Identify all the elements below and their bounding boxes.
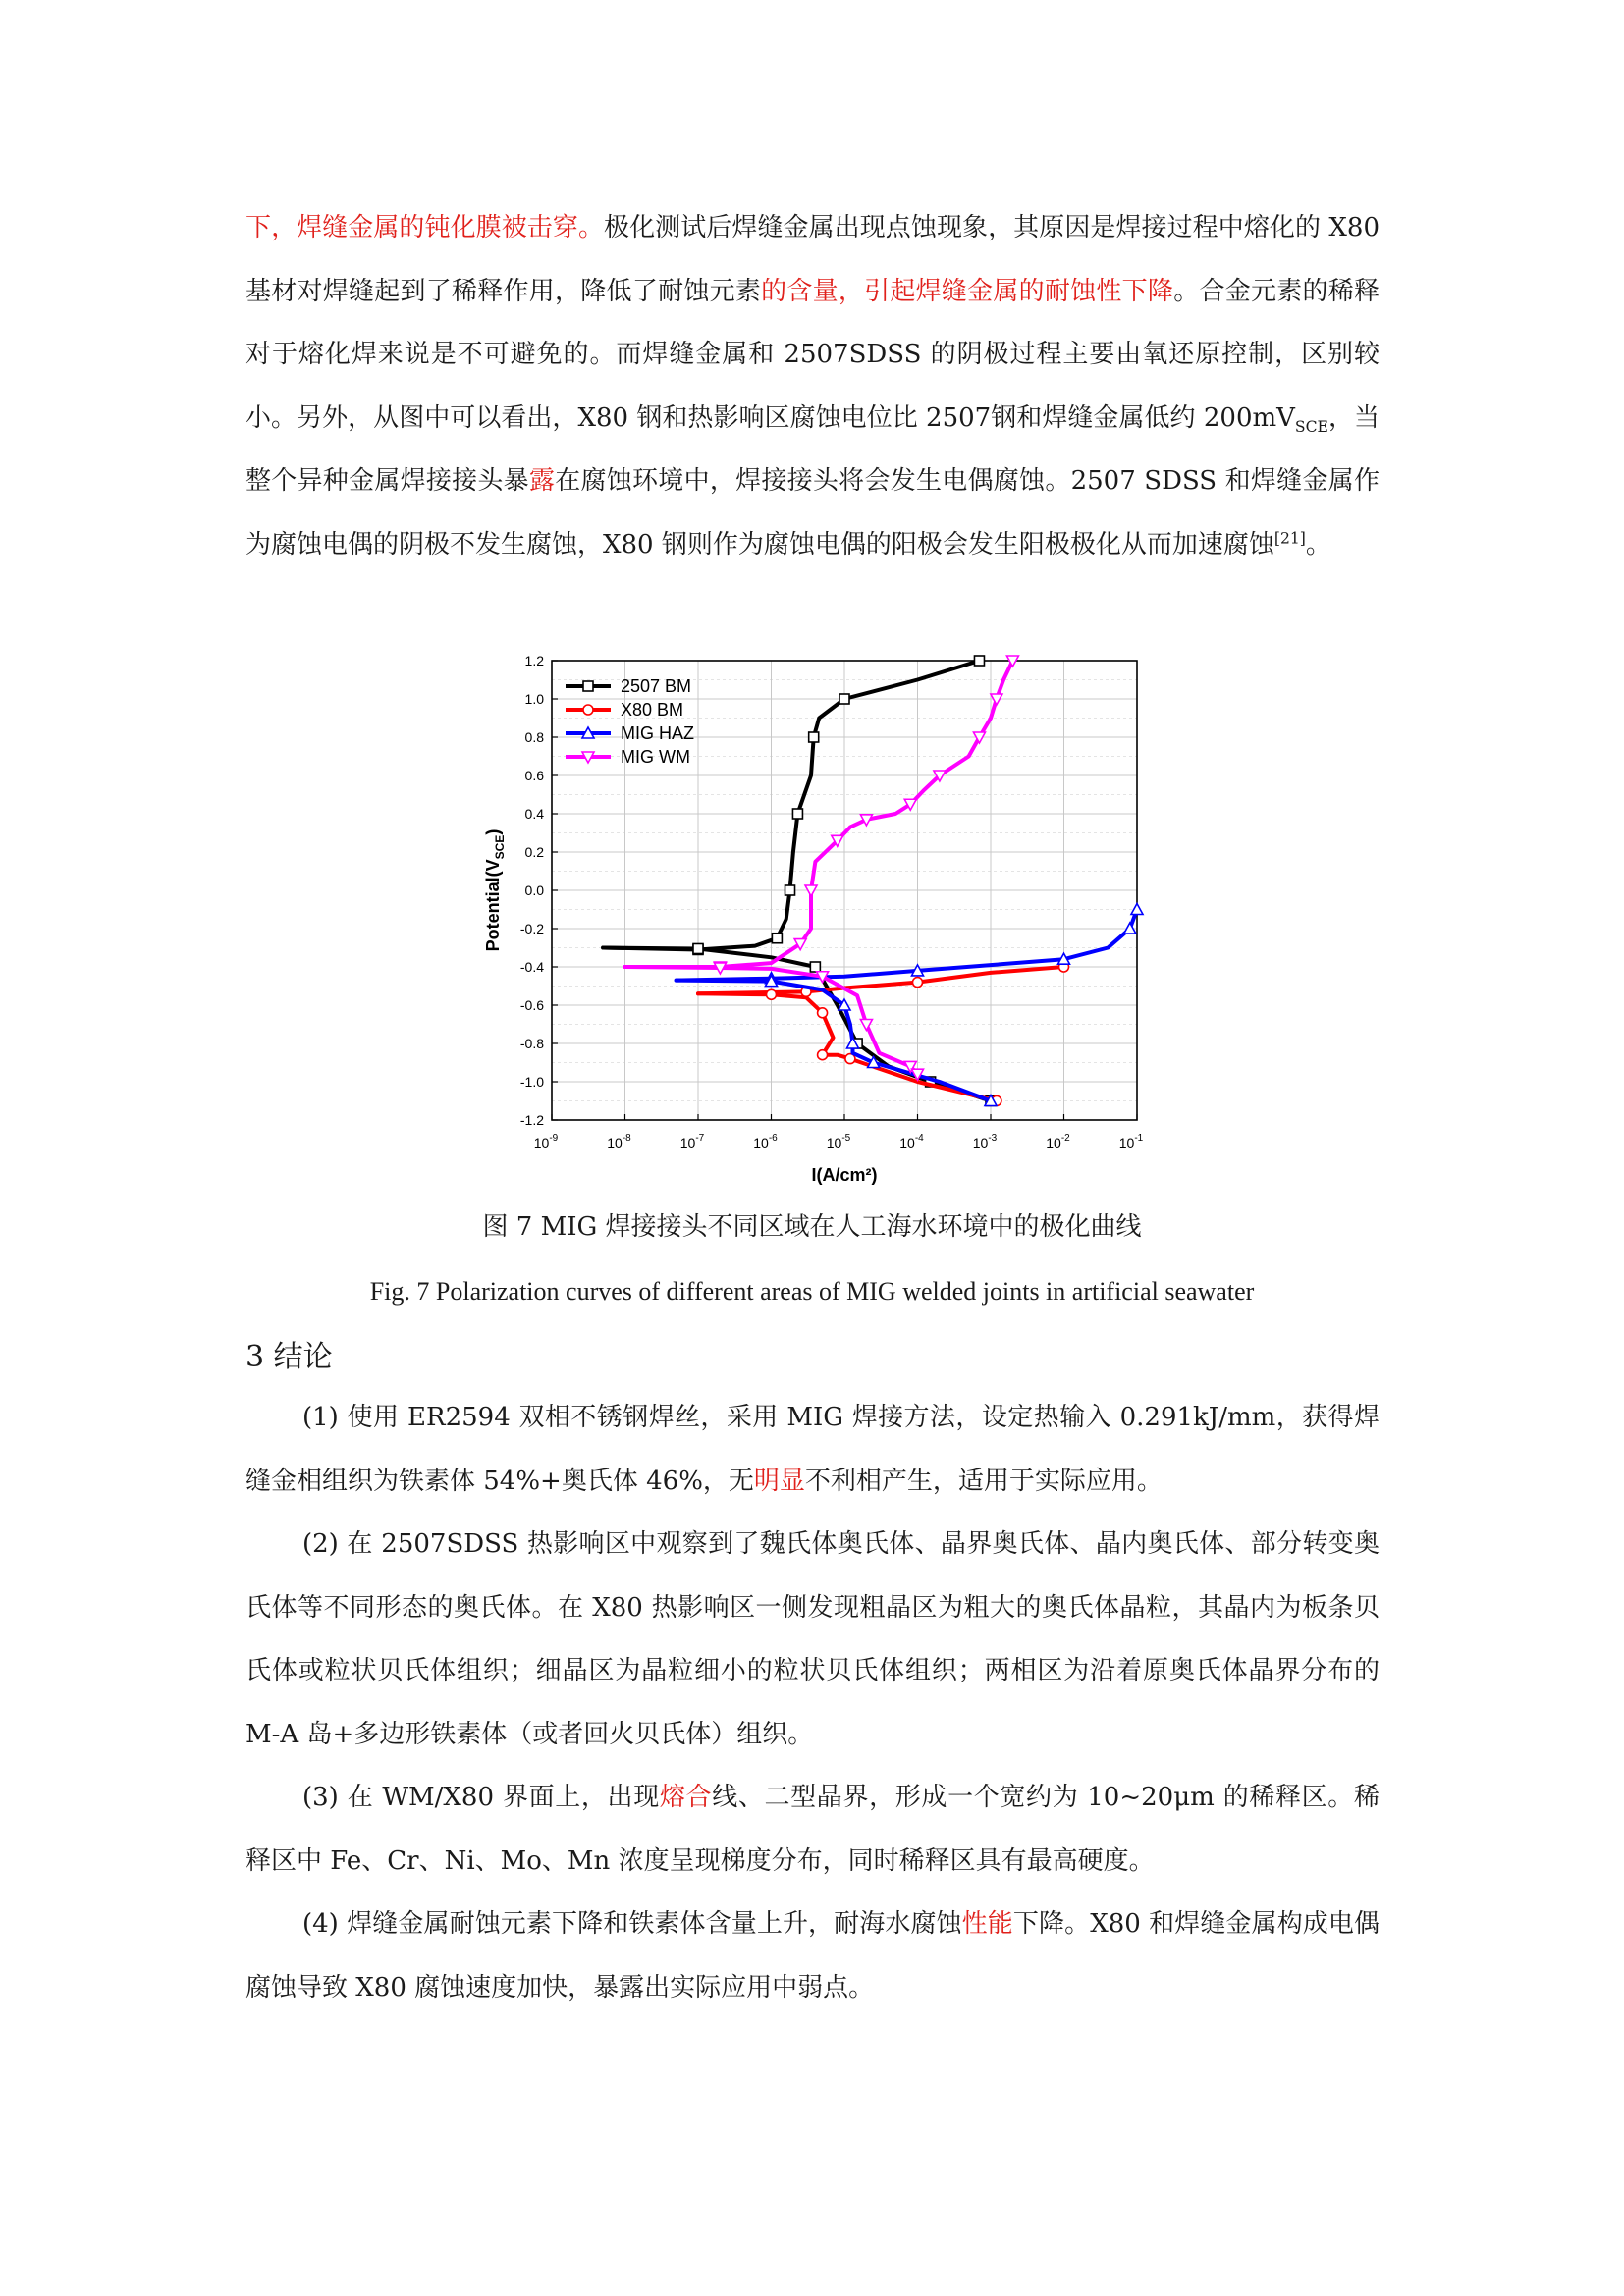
conclusion-item-1 [245, 1386, 1380, 1513]
y-tick-label: -1.0 [519, 1074, 544, 1090]
conclusion-1-line-2-seg-2: 明显 [753, 1466, 805, 1496]
y-tick-label: -0.4 [519, 959, 544, 975]
data-point-x80-bm [818, 1008, 828, 1018]
y-tick-label: -1.2 [519, 1112, 544, 1128]
x-tick-label: $10^{-2}$ [1046, 1133, 1070, 1150]
legend-label-mig-wm: MIG WM [621, 747, 690, 767]
x-tick-label: $10^{-4}$ [899, 1133, 924, 1150]
intro-line-2-seg-1: 化的 X80 基材对焊缝起到了稀释作用，降低了耐蚀元素 [245, 213, 1380, 306]
x-tick-label: $10^{-6}$ [753, 1133, 778, 1150]
legend-label-2507-bm: 2507 BM [621, 676, 692, 696]
intro-line-5-seg-3: ，当整个异种金属焊接接头暴 [245, 402, 1380, 496]
x-tick-label: $10^{-9}$ [533, 1133, 559, 1150]
intro-line-7-seg-1: 电偶的阳极会发生阳极极化从而加速腐蚀 [814, 529, 1274, 560]
polarization-chart [461, 643, 1168, 1202]
conclusion-1-line-2-seg-3: 不利相产生，适用于实际应用。 [804, 1466, 1163, 1496]
conclusion-2-line-4-seg-1: 着原奥氏体晶界分布的 M-A 岛+多边形铁素体（或者回火贝氏体）组织。 [245, 1656, 1380, 1749]
data-point-2507-bm [792, 809, 802, 819]
conclusion-1-line-1-seg-1: (1) 使用 ER2594 双相不锈钢焊丝，采用 MIG 焊接方法，设定热输入 0.291kJ/mm，获得 [302, 1403, 1354, 1432]
conclusion-item-2 [245, 1513, 1380, 1766]
x-axis-label: I(A/cm²) [811, 1165, 878, 1185]
conclusion-3-line-1-seg-1: (3) 在 WM/X80 界面上，出现 [302, 1783, 660, 1812]
legend-label-x80-bm: X80 BM [621, 700, 684, 720]
intro-line-3-seg-2: 。合金元素的稀释对于熔化焊来说是不可避免的。而焊缝金属和 2507SDSS 的阴极过程主 [245, 276, 1380, 369]
y-tick-label: -0.8 [519, 1036, 544, 1051]
conclusion-item-4 [245, 1893, 1380, 2019]
intro-line-5-seg-2: SCE [1294, 417, 1328, 436]
intro-line-4-seg-1: 要由氧还原控制，区别较小。另外，从图中可以看出，X80 钢和热影响区腐蚀电位比 2507 [245, 340, 1380, 433]
conclusion-2-line-1-seg-1: (2) 在 2507SDSS 热影响区中观察到了魏氏体奥氏体、晶界奥氏体、晶内奥氏体、部分 [302, 1529, 1303, 1559]
conclusion-4-line-1-seg-3: 下降。X80 和焊缝金属 [1012, 1909, 1277, 1939]
data-point-2507-bm [772, 934, 782, 943]
intro-line-7-seg-3: 。 [1305, 529, 1331, 560]
conclusion-3-line-1-seg-3: 线、二型晶界，形成一个宽约为 10~20μm 的稀释区。 [712, 1783, 1354, 1812]
data-point-x80-bm [767, 989, 777, 999]
legend-marker-x80-bm [583, 705, 593, 715]
x-tick-label: $10^{-1}$ [1118, 1133, 1144, 1150]
conclusion-4-line-1-seg-1: (4) 焊缝金属耐蚀元素下降和铁素体含量上升，耐海水腐蚀 [302, 1909, 962, 1939]
y-axis-label: $Potential(V_{SCE})$ [483, 828, 507, 952]
y-tick-label: 1.2 [524, 653, 544, 668]
data-point-2507-bm [809, 732, 819, 742]
conclusion-3-line-2-seg-1: 稀释区中 Fe、Cr、Ni、Mo、Mn 浓度呈现梯度分布，同时稀释区具有最高硬度。 [245, 1783, 1380, 1876]
body-paragraph-intro [245, 196, 1380, 576]
y-tick-label: 0.4 [524, 806, 544, 822]
x-tick-label: $10^{-8}$ [607, 1133, 631, 1150]
data-point-x80-bm [913, 978, 923, 988]
intro-line-5-seg-1: 钢和焊缝金属低约 200mV [991, 402, 1295, 433]
intro-line-5-seg-4: 露 [528, 466, 556, 496]
conclusion-4-line-2-seg-1: 构成电偶腐蚀导致 X80 腐蚀速度加快，暴露出实际应用中弱点。 [245, 1909, 1380, 2002]
y-tick-label: 0.2 [524, 844, 544, 860]
intro-line-6-seg-1: 发生电偶腐蚀。2507 SDSS 和焊缝金属作为腐蚀电偶的阴极不发生腐蚀，X80 钢则作为腐蚀 [245, 466, 1380, 560]
y-tick-label: 1.0 [524, 691, 544, 707]
data-point-2507-bm [839, 694, 849, 704]
data-point-2507-bm [693, 943, 703, 953]
intro-line-2-seg-2: 的含量，引起焊缝金属的耐蚀性下 [761, 276, 1148, 306]
intro-line-7-seg-2: [21] [1273, 528, 1306, 547]
conclusion-1-line-2-seg-1: 焊缝金相组织为铁素体 54%+奥氏体 46%，无 [245, 1403, 1380, 1496]
legend-marker-2507-bm [583, 681, 593, 691]
y-tick-label: 0.0 [524, 882, 544, 898]
conclusion-3-line-1-seg-2: 熔合 [659, 1783, 713, 1812]
y-tick-label: -0.6 [519, 997, 544, 1013]
y-tick-label: 0.6 [524, 768, 544, 783]
conclusion-2-line-2-seg-1: 转变奥氏体等不同形态的奥氏体。在 X80 热影响区一侧发现粗晶区为粗大的奥氏体晶粒， [245, 1529, 1380, 1623]
intro-line-5-seg-5: 在腐蚀环境中，焊接接头将会 [555, 466, 891, 496]
data-point-2507-bm [810, 962, 820, 972]
data-point-2507-bm [785, 885, 795, 895]
conclusion-item-3 [245, 1766, 1380, 1893]
intro-line-1-seg-1: 下，焊缝金属的钝化膜被击穿。 [245, 213, 605, 242]
intro-line-1-seg-2: 极化测试后焊缝金属出现点蚀现象，其原因是焊接过程中熔 [604, 213, 1270, 242]
legend-label-mig-haz: MIG HAZ [621, 723, 694, 743]
section-heading-conclusions: 3 结论 [245, 1340, 333, 1374]
x-tick-label: $10^{-7}$ [679, 1133, 705, 1150]
data-point-2507-bm [974, 656, 984, 666]
figure-caption-en: Fig. 7 Polarization curves of different areas of MIG welded joints in artificial seawater [369, 1277, 1255, 1306]
y-tick-label: -0.2 [519, 921, 544, 936]
y-tick-label: 0.8 [524, 729, 544, 745]
figure-polarization-curves [461, 643, 1168, 1202]
data-point-x80-bm [818, 1050, 828, 1060]
figure-caption-cn: 图 7 MIG 焊接接头不同区域在人工海水环境中的极化曲线 [482, 1212, 1142, 1242]
x-tick-label: $10^{-5}$ [826, 1133, 851, 1150]
x-tick-label: $10^{-3}$ [972, 1133, 998, 1150]
conclusion-2-line-3-seg-1: 其晶内为板条贝氏体或粒状贝氏体组织；细晶区为晶粒细小的粒状贝氏体组织；两相区为沿 [245, 1592, 1380, 1685]
conclusion-4-line-1-seg-2: 性能 [961, 1909, 1013, 1939]
intro-line-3-seg-1: 降 [1147, 276, 1174, 306]
